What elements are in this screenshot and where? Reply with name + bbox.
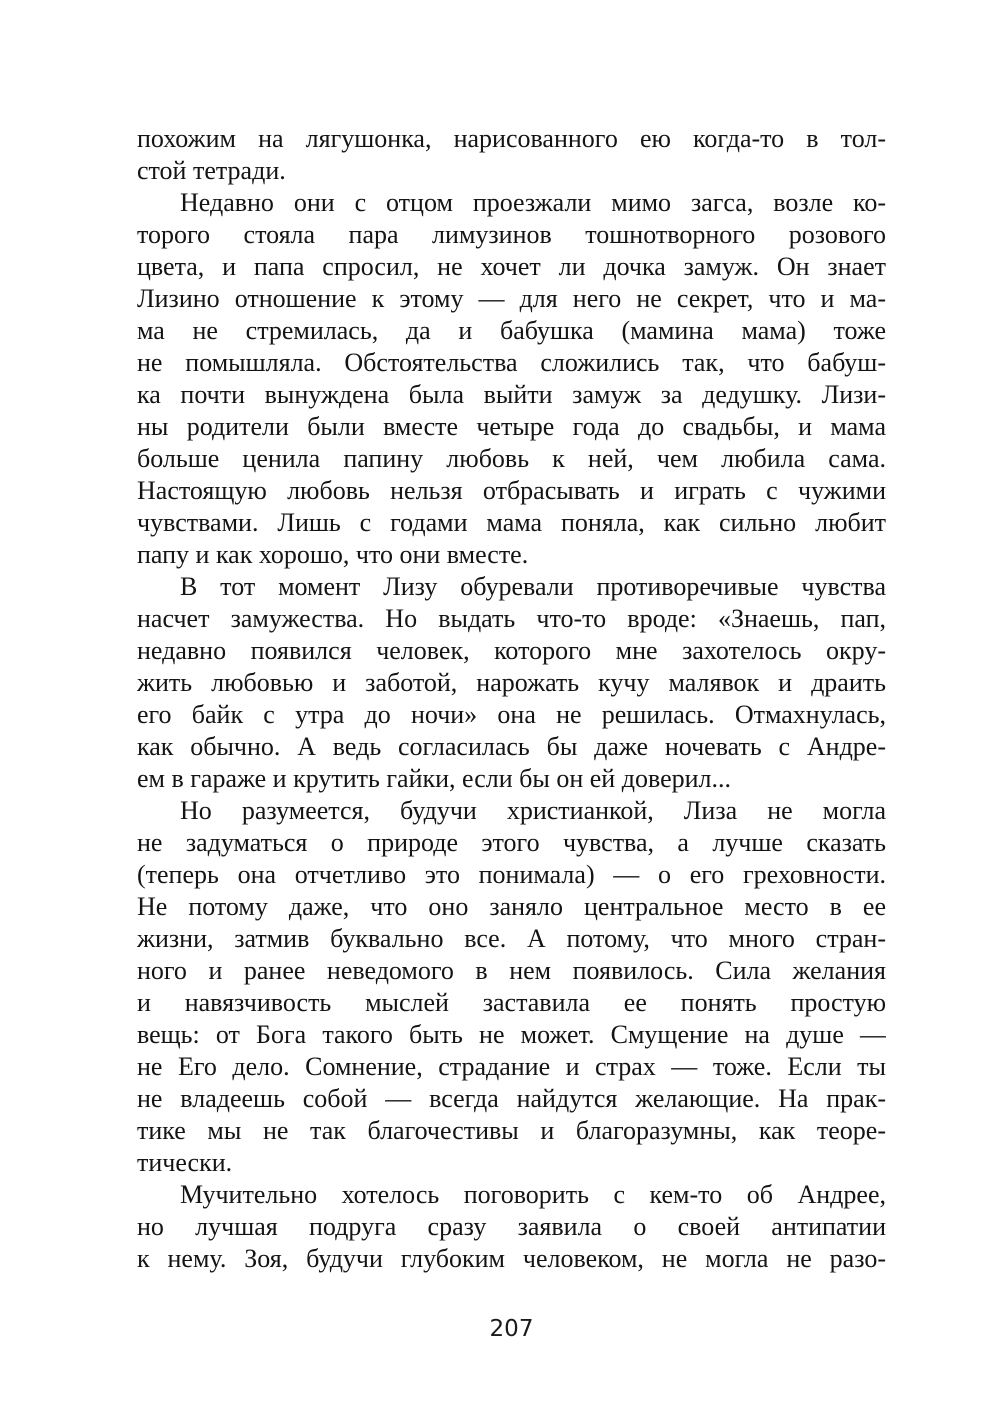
text-line: чувствами. Лишь с годами мама поняла, как сильно любит: [137, 508, 886, 537]
text-line: тически.: [137, 1148, 233, 1177]
page-number: 207: [489, 1316, 534, 1342]
text-line: торого стояла пара лимузинов тошнотворного розового: [137, 220, 886, 249]
text-line: недавно появился человек, которого мне захотелось окру-: [137, 636, 886, 665]
body-text: [137, 123, 886, 1275]
text-line: насчет замужества. Но выдать что-то вроде: «Знаешь, пап,: [137, 604, 886, 633]
text-line: но лучшая подруга сразу заявила о своей антипатии: [137, 1212, 886, 1241]
text-line: тике мы не так благочестивы и благоразумны, как теоре-: [137, 1116, 886, 1145]
text-line: папу и как хорошо, что они вместе.: [137, 540, 529, 569]
text-line: ны родители были вместе четыре года до свадьбы, и мама: [137, 412, 886, 441]
paragraph: [137, 571, 886, 795]
text-line: как обычно. А ведь согласилась бы даже ночевать с Андре-: [137, 732, 886, 761]
text-line: его байк с утра до ночи» она не решилась. Отмахнулась,: [137, 700, 886, 729]
text-line: похожим на лягушонка, нарисованного ею когда-то в тол-: [137, 124, 886, 153]
text-line: не помышляла. Обстоятельства сложились так, что бабуш-: [137, 348, 886, 377]
text-line: к нему. Зоя, будучи глубоким человеком, не могла не разо-: [137, 1244, 886, 1273]
paragraph: [137, 123, 886, 187]
text-line: (теперь она отчетливо это понимала) — о его греховности.: [137, 860, 886, 889]
text-line: В тот момент Лизу обуревали противоречивые чувства: [180, 572, 886, 601]
text-line: Лизино отношение к этому — для него не секрет, что и ма-: [137, 284, 886, 313]
text-line: Недавно они с отцом проезжали мимо загса, возле ко-: [180, 188, 886, 217]
paragraph: [137, 795, 886, 1179]
text-line: вещь: от Бога такого быть не может. Смущение на душе —: [137, 1020, 886, 1049]
text-line: не владеешь собой — всегда найдутся желающие. На прак-: [137, 1084, 886, 1113]
paragraph: [137, 1179, 886, 1275]
text-line: больше ценила папину любовь к ней, чем любила сама.: [137, 444, 886, 473]
text-line: жить любовью и заботой, нарожать кучу малявок и драить: [137, 668, 886, 697]
text-line: и навязчивость мыслей заставила ее понять простую: [137, 988, 886, 1017]
text-line: ка почти вынуждена была выйти замуж за дедушку. Лизи-: [137, 380, 886, 409]
text-line: не Его дело. Сомнение, страдание и страх — тоже. Если ты: [137, 1052, 886, 1081]
text-line: цвета, и папа спросил, не хочет ли дочка замуж. Он знает: [137, 252, 886, 281]
text-line: не задуматься о природе этого чувства, а лучше сказать: [137, 828, 886, 857]
text-line: Настоящую любовь нельзя отбрасывать и играть с чужими: [137, 476, 886, 505]
text-line: ма не стремилась, да и бабушка (мамина мама) тоже: [137, 316, 886, 345]
text-line: ного и ранее неведомого в нем появилось. Сила желания: [137, 956, 886, 985]
text-line: Не потому даже, что оно заняло центральное место в ее: [137, 892, 886, 921]
paragraph: [137, 187, 886, 571]
text-line: Но разумеется, будучи христианкой, Лиза не могла: [180, 796, 886, 825]
text-line: Мучительно хотелось поговорить с кем-то об Андрее,: [180, 1180, 886, 1209]
text-line: стой тетради.: [137, 156, 286, 185]
text-line: ем в гараже и крутить гайки, если бы он ей доверил...: [137, 764, 732, 793]
text-line: жизни, затмив буквально все. А потому, что много стран-: [137, 924, 886, 953]
